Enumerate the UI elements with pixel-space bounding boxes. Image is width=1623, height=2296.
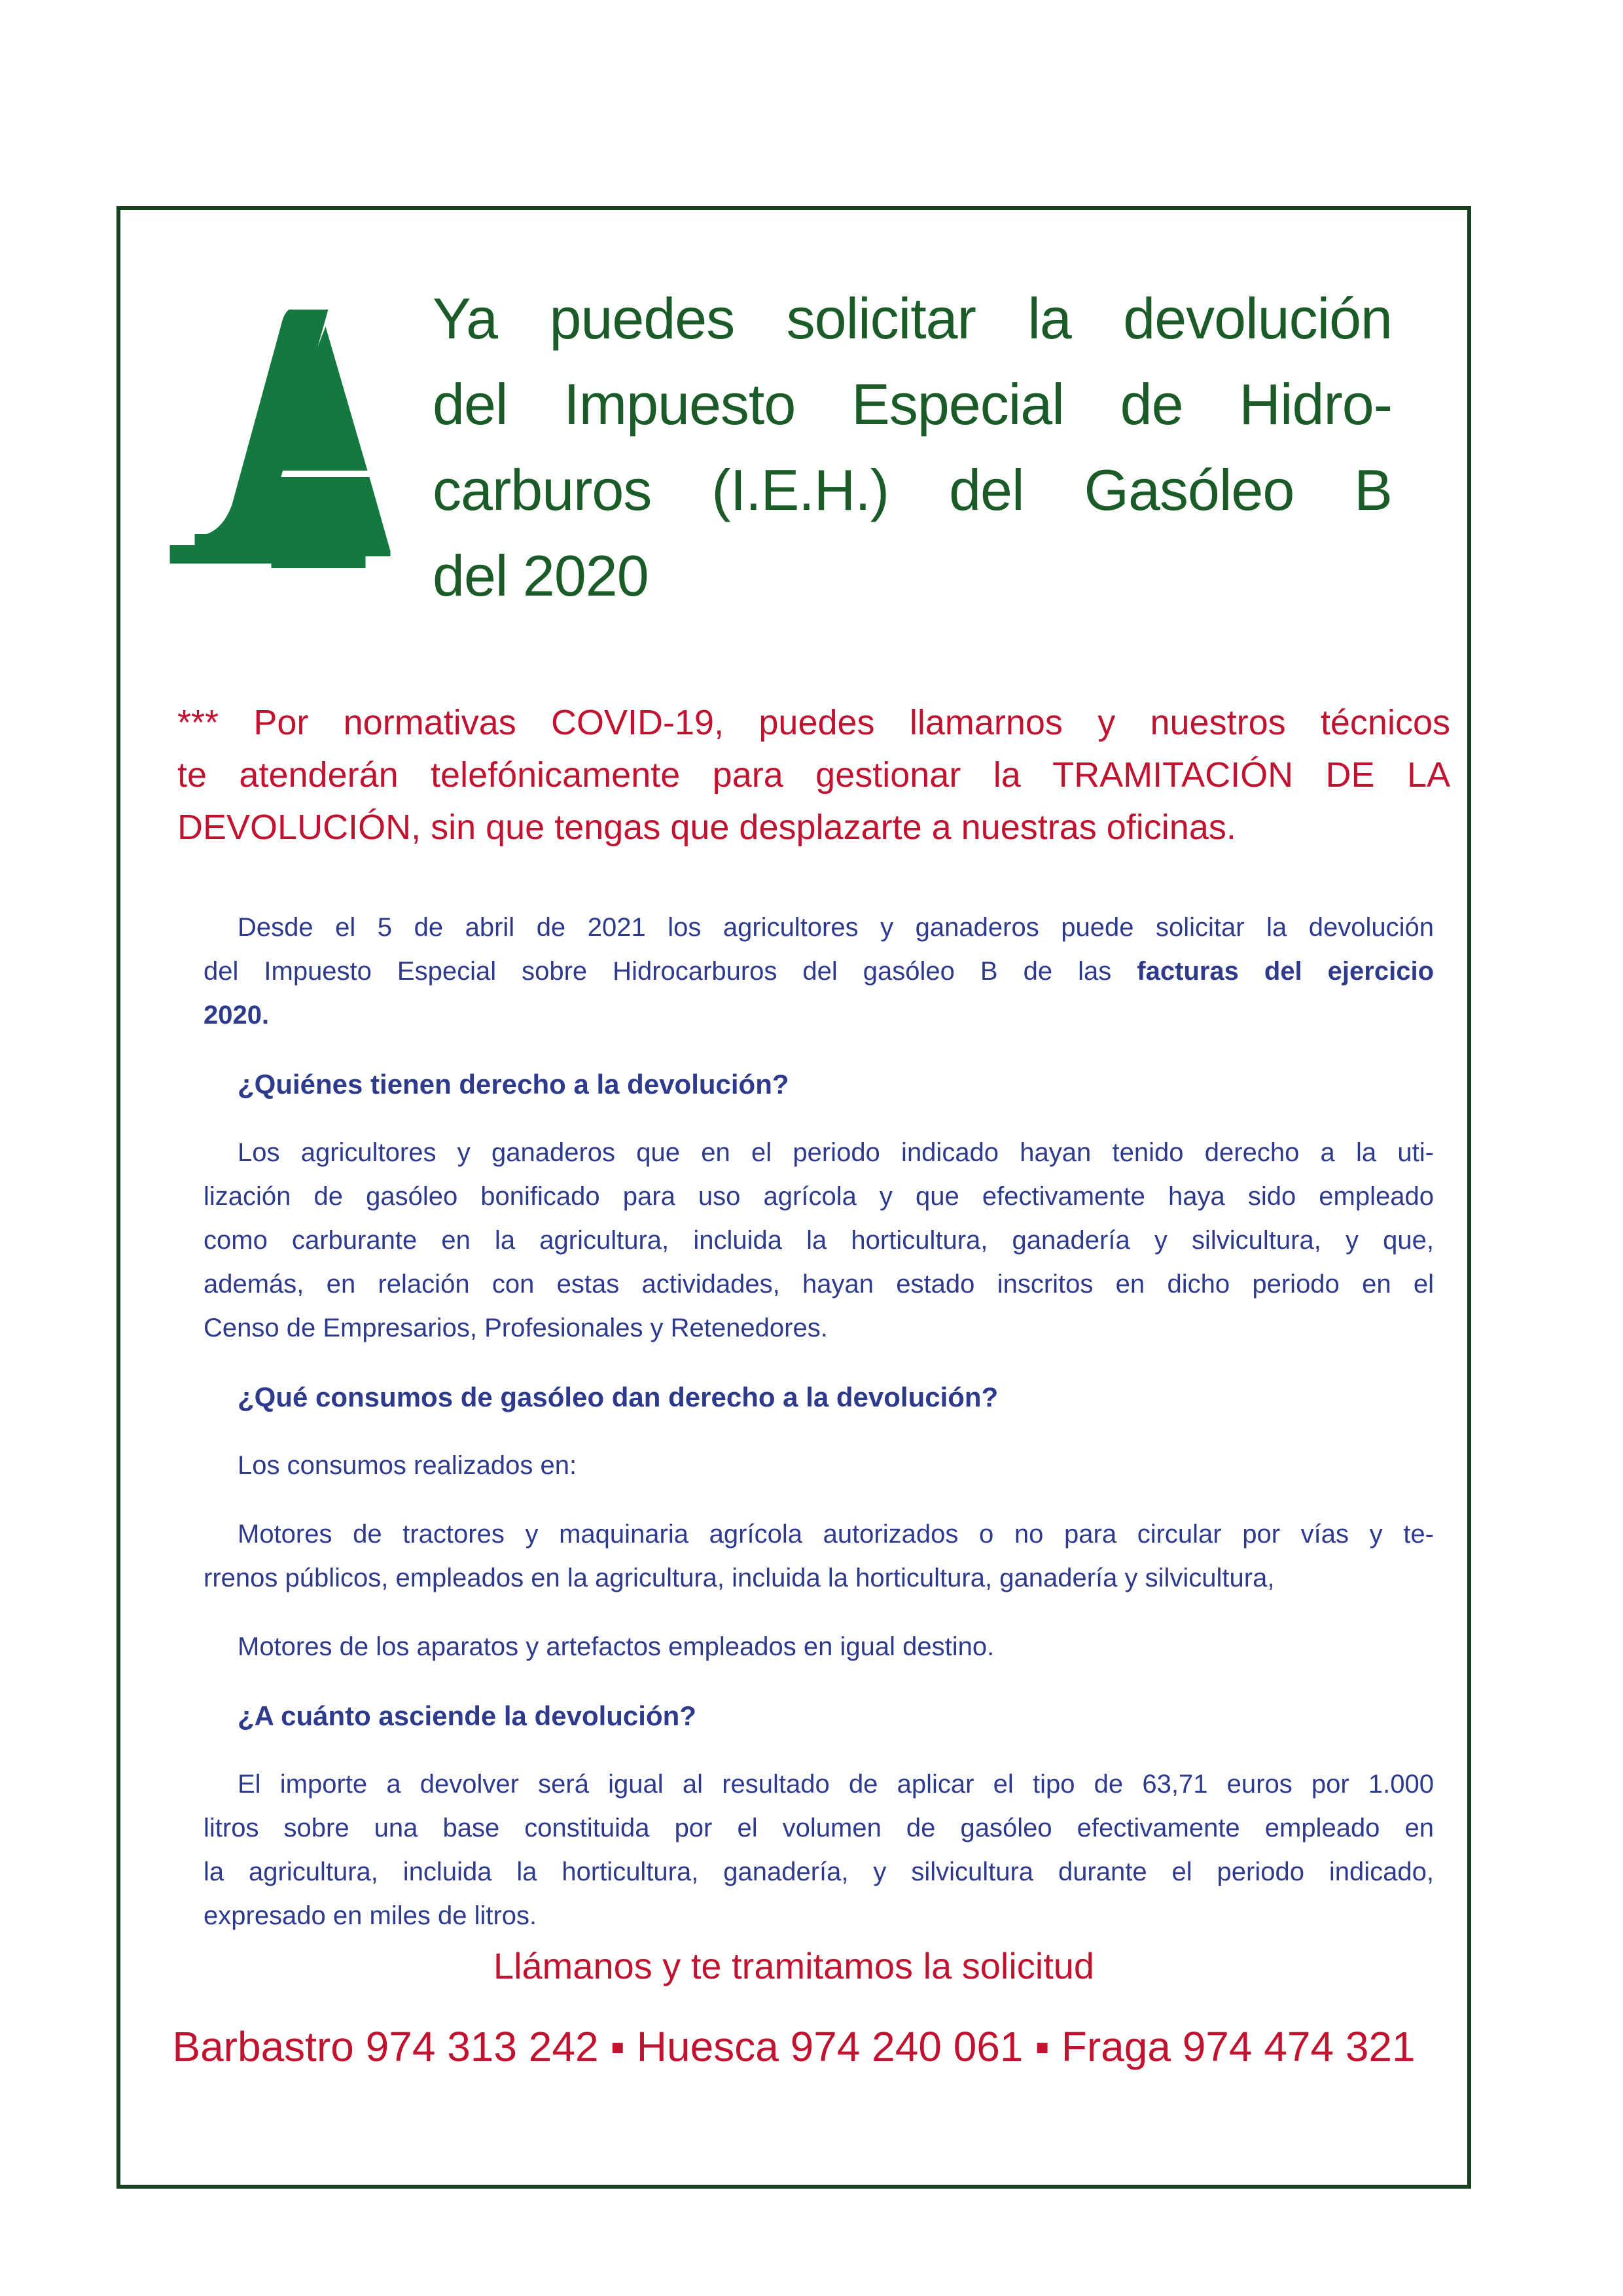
green-border-frame: [116, 206, 1471, 2189]
letter-a-logo: [168, 308, 395, 579]
paragraph-motores-aparatos: Motores de los aparatos y artefactos empleados en igual destino.: [238, 1632, 995, 1661]
paragraph-consumos-intro: Los consumos realizados en:: [238, 1451, 577, 1480]
intro-paragraph: Desde el 5 de abril de 2021 los agricultores y ganaderos puede solicitar la devolución del Impuesto Especial sobre Hidrocarburos del gasóleo B de las facturas del ejercicio 2020.: [204, 913, 1435, 1030]
heading-consumos: ¿Qué consumos de gasóleo dan derecho a la devolución?: [238, 1382, 999, 1412]
paragraph-quienes: Los agricultores y ganaderos que en el periodo indicado hayan tenido derecho a la uti- lización de gasóleo bonificado para uso agrícola y que efectivamente haya sido empleado como carburante en la agricultura, incluida la horticultura, ganadería y silvicultura, y que, además, en relación con estas actividades, hayan estado inscritos en dicho periodo en el Censo de Empresarios, Profesionales y Retenedores.: [204, 1138, 1434, 1342]
body-text: [204, 906, 1434, 1963]
covid-notice: *** Por normativas COVID-19, puedes llamarnos y nuestros técnicos te atenderán telefónicamente para gestionar la TRAMITACIÓN DE LA DEVOLUCIÓN, sin que tengas que desplazarte a nuestras oficinas.: [177, 703, 1450, 847]
heading-quienes: ¿Quiénes tienen derecho a la devolución?: [238, 1069, 789, 1100]
page-title: Ya puedes solicitar la devolución del Impuesto Especial de Hidro- carburos (I.E.H.) del Gasóleo B del 2020: [433, 286, 1392, 608]
letter-a-logo-graphic: [168, 308, 395, 579]
footer-phone-numbers: Barbastro 974 313 242 ▪ Huesca 974 240 061 ▪ Fraga 974 474 321: [172, 2023, 1416, 2070]
paragraph-motores-tractores: Motores de tractores y maquinaria agrícola autorizados o no para circular por vías y te- rrenos públicos, empleados en la agricultura, incluida la horticultura, ganadería y silvicultura,: [204, 1520, 1434, 1592]
heading-cuanto: ¿A cuánto asciende la devolución?: [238, 1700, 696, 1731]
paragraph-cuanto: El importe a devolver será igual al resultado de aplicar el tipo de 63,71 euros por 1.000 litros sobre una base constituida por el volumen de gasóleo efectivamente empleado en la agricultura, incluida la horticultura, ganadería, y silvicultura durante el periodo indicado, expresado en miles de litros.: [204, 1770, 1434, 1930]
footer-cta: Llámanos y te tramitamos la solicitud: [493, 1945, 1095, 1986]
